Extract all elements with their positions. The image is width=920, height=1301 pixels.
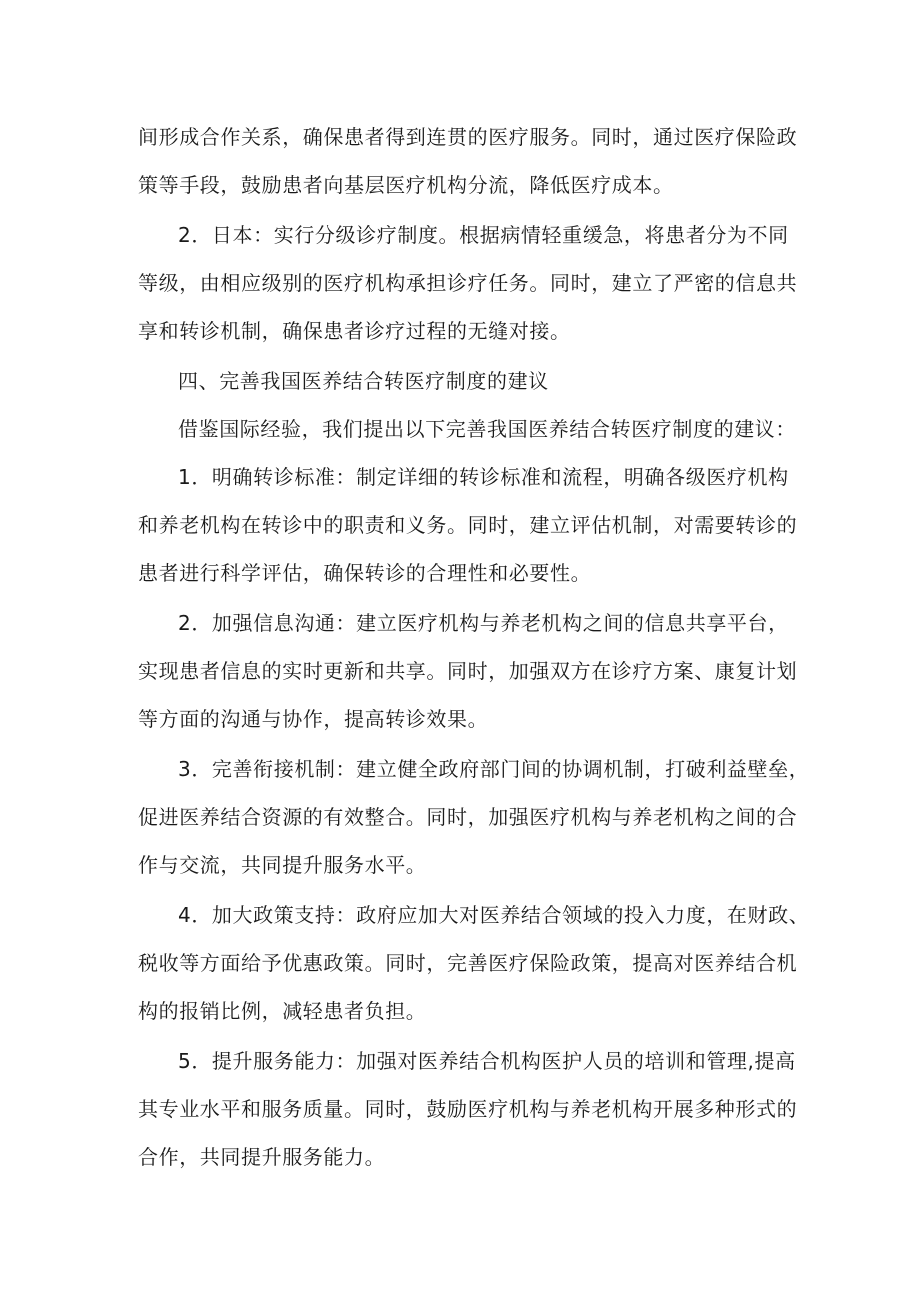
text-line: 策等手段，鼓励患者向基层医疗机构分流，降低医疗成本。 (138, 173, 674, 197)
paragraph-japan-heading-line: 2．日本：实行分级诊疗制度。根据病情轻重缓急，将患者分为不同 (178, 223, 789, 247)
text-line: 患者进行科学评估，确保转诊的合理性和必要性。 (138, 561, 592, 585)
text-line: 等级，由相应级别的医疗机构承担诊疗任务。同时，建立了严密的信息共 (138, 271, 798, 295)
text-line: 合作，共同提升服务能力。 (138, 1145, 386, 1169)
text-line: 等方面的沟通与协作，提高转诊效果。 (138, 707, 489, 731)
text-line: 享和转诊机制，确保患者诊疗过程的无缝对接。 (138, 319, 571, 343)
text-line: 作与交流，共同提升服务水平。 (138, 853, 427, 877)
item-5-line: 5．提升服务能力：加强对医养结合机构医护人员的培训和管理,提高 (178, 1049, 796, 1073)
text-line: 构的报销比例，减轻患者负担。 (138, 999, 427, 1023)
item-4-line: 4．加大政策支持：政府应加大对医养结合领域的投入力度，在财政、 (178, 903, 810, 927)
section-heading: 四、完善我国医养结合转医疗制度的建议 (178, 369, 549, 393)
text-line: 实现患者信息的实时更新和共享。同时，加强双方在诊疗方案、康复计划 (138, 659, 798, 683)
item-3-line: 3．完善衔接机制：建立健全政府部门间的协调机制，打破利益壁垒， (178, 757, 810, 781)
text-line: 间形成合作关系，确保患者得到连贯的医疗服务。同时，通过医疗保险政 (138, 125, 798, 149)
item-1-line: 1．明确转诊标准：制定详细的转诊标准和流程，明确各级医疗机构 (178, 465, 789, 489)
text-line: 其专业水平和服务质量。同时，鼓励医疗机构与养老机构开展多种形式的 (138, 1097, 798, 1121)
intro-line: 借鉴国际经验，我们提出以下完善我国医养结合转医疗制度的建议： (178, 417, 796, 441)
text-line: 和养老机构在转诊中的职责和义务。同时，建立评估机制，对需要转诊的 (138, 513, 798, 537)
text-line: 税收等方面给予优惠政策。同时，完善医疗保险政策，提高对医养结合机 (138, 951, 798, 975)
item-2-line: 2．加强信息沟通：建立医疗机构与养老机构之间的信息共享平台， (178, 611, 789, 635)
text-line: 促进医养结合资源的有效整合。同时，加强医疗机构与养老机构之间的合 (138, 805, 798, 829)
